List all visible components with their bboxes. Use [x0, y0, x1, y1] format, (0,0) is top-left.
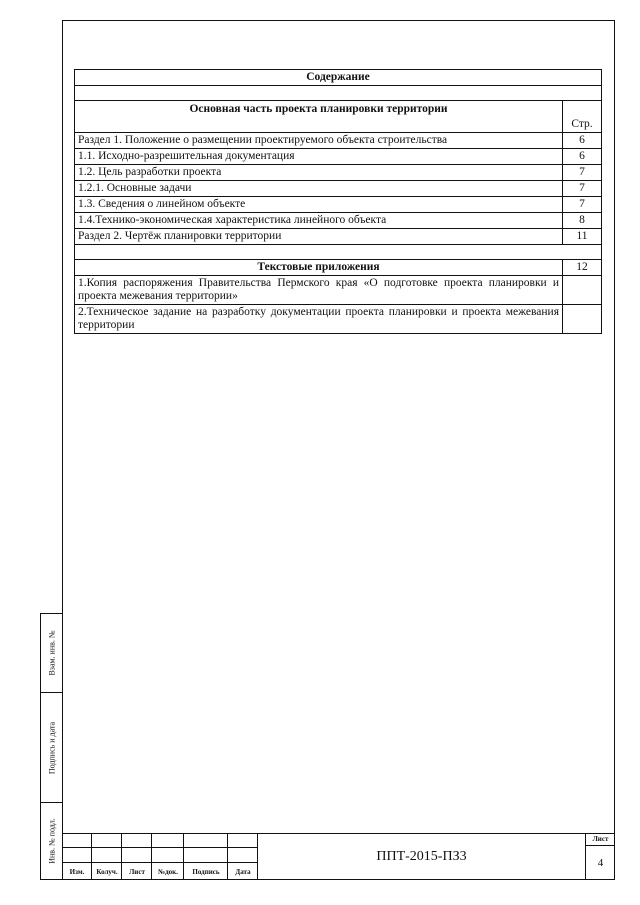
grid-cell: [62, 833, 92, 848]
toc-table: [74, 69, 602, 334]
toc-row: [75, 133, 602, 149]
toc-blank-row: [75, 245, 602, 260]
sheet-label: Лист: [585, 833, 615, 846]
toc-page-header: Стр.: [563, 101, 602, 133]
toc-row: [75, 229, 602, 245]
grid-cell: [92, 848, 122, 863]
toc-item-page: 6: [563, 149, 602, 165]
stamp-inv-label: Инв. № подл.: [47, 818, 56, 864]
toc-appendix-label: 1.Копия распоряжения Правительства Пермского края «О подготовке проекта планировки и проекта межевания территории»: [75, 276, 563, 305]
col-izm-label: Изм.: [69, 868, 85, 876]
grid-cell: [184, 833, 228, 848]
toc-item-page: 11: [563, 229, 602, 245]
toc-item-label: 1.4.Технико-экономическая характеристика линейного объекта: [75, 213, 563, 229]
toc-row: [75, 181, 602, 197]
toc-item-label: Раздел 2. Чертёж планировки территории: [75, 229, 563, 245]
toc-row: [75, 149, 602, 165]
toc-section-appendix-page: 12: [563, 260, 602, 276]
grid-cell: [62, 848, 92, 863]
toc-item-label: 1.2.1. Основные задачи: [75, 181, 563, 197]
sheet-number: 4: [585, 846, 615, 880]
toc-appendix-label: 2.Техническое задание на разработку документации проекта планировки и проекта межевания территории: [75, 305, 563, 334]
toc-item-label: 1.1. Исходно-разрешительная документация: [75, 149, 563, 165]
col-podpis: [184, 863, 228, 880]
grid-cell: [228, 848, 258, 863]
col-list-label: Лист: [129, 868, 145, 876]
col-ndok-label: №док.: [158, 868, 178, 876]
stamp-podpis-label: Подпись и дата: [47, 721, 56, 774]
col-koluch-label: Колуч.: [96, 868, 118, 876]
toc-item-page: 8: [563, 213, 602, 229]
toc-blank-row: [75, 86, 602, 101]
stamp-podpis: [40, 693, 62, 803]
toc-item-label: 1.2. Цель разработки проекта: [75, 165, 563, 181]
toc-row: [75, 197, 602, 213]
toc-item-page: 7: [563, 165, 602, 181]
grid-cell: [122, 848, 152, 863]
toc-item-page: 7: [563, 181, 602, 197]
grid-cell: [92, 833, 122, 848]
toc-row: [75, 276, 602, 305]
toc-title: Содержание: [75, 70, 602, 86]
toc-item-page: 7: [563, 197, 602, 213]
grid-cell: [152, 848, 184, 863]
col-data: [228, 863, 258, 880]
col-izm: [62, 863, 92, 880]
toc-row: [75, 165, 602, 181]
toc-appendix-page: [563, 305, 602, 334]
col-podpis-label: Подпись: [192, 868, 220, 876]
stamp-vzam-label: Взам. инв. №: [47, 630, 56, 676]
toc-item-page: 6: [563, 133, 602, 149]
title-block: [62, 833, 615, 880]
toc-row: [75, 213, 602, 229]
toc-row: [75, 305, 602, 334]
grid-cell: [184, 848, 228, 863]
col-list: [122, 863, 152, 880]
toc-item-label: 1.3. Сведения о линейном объекте: [75, 197, 563, 213]
toc-section-main: Основная часть проекта планировки территории: [75, 101, 563, 133]
grid-cell: [228, 833, 258, 848]
col-data-label: Дата: [235, 868, 251, 876]
col-koluch: [92, 863, 122, 880]
grid-cell: [152, 833, 184, 848]
stamp-vzam: [40, 613, 62, 693]
toc-section-appendix: Текстовые приложения: [75, 260, 563, 276]
document-code: ППТ-2015-ПЗ3: [376, 848, 467, 864]
toc-appendix-page: [563, 276, 602, 305]
col-ndok: [152, 863, 184, 880]
grid-cell: [122, 833, 152, 848]
stamp-inv: [40, 803, 62, 880]
toc-item-label: Раздел 1. Положение о размещении проектируемого объекта строительства: [75, 133, 563, 149]
